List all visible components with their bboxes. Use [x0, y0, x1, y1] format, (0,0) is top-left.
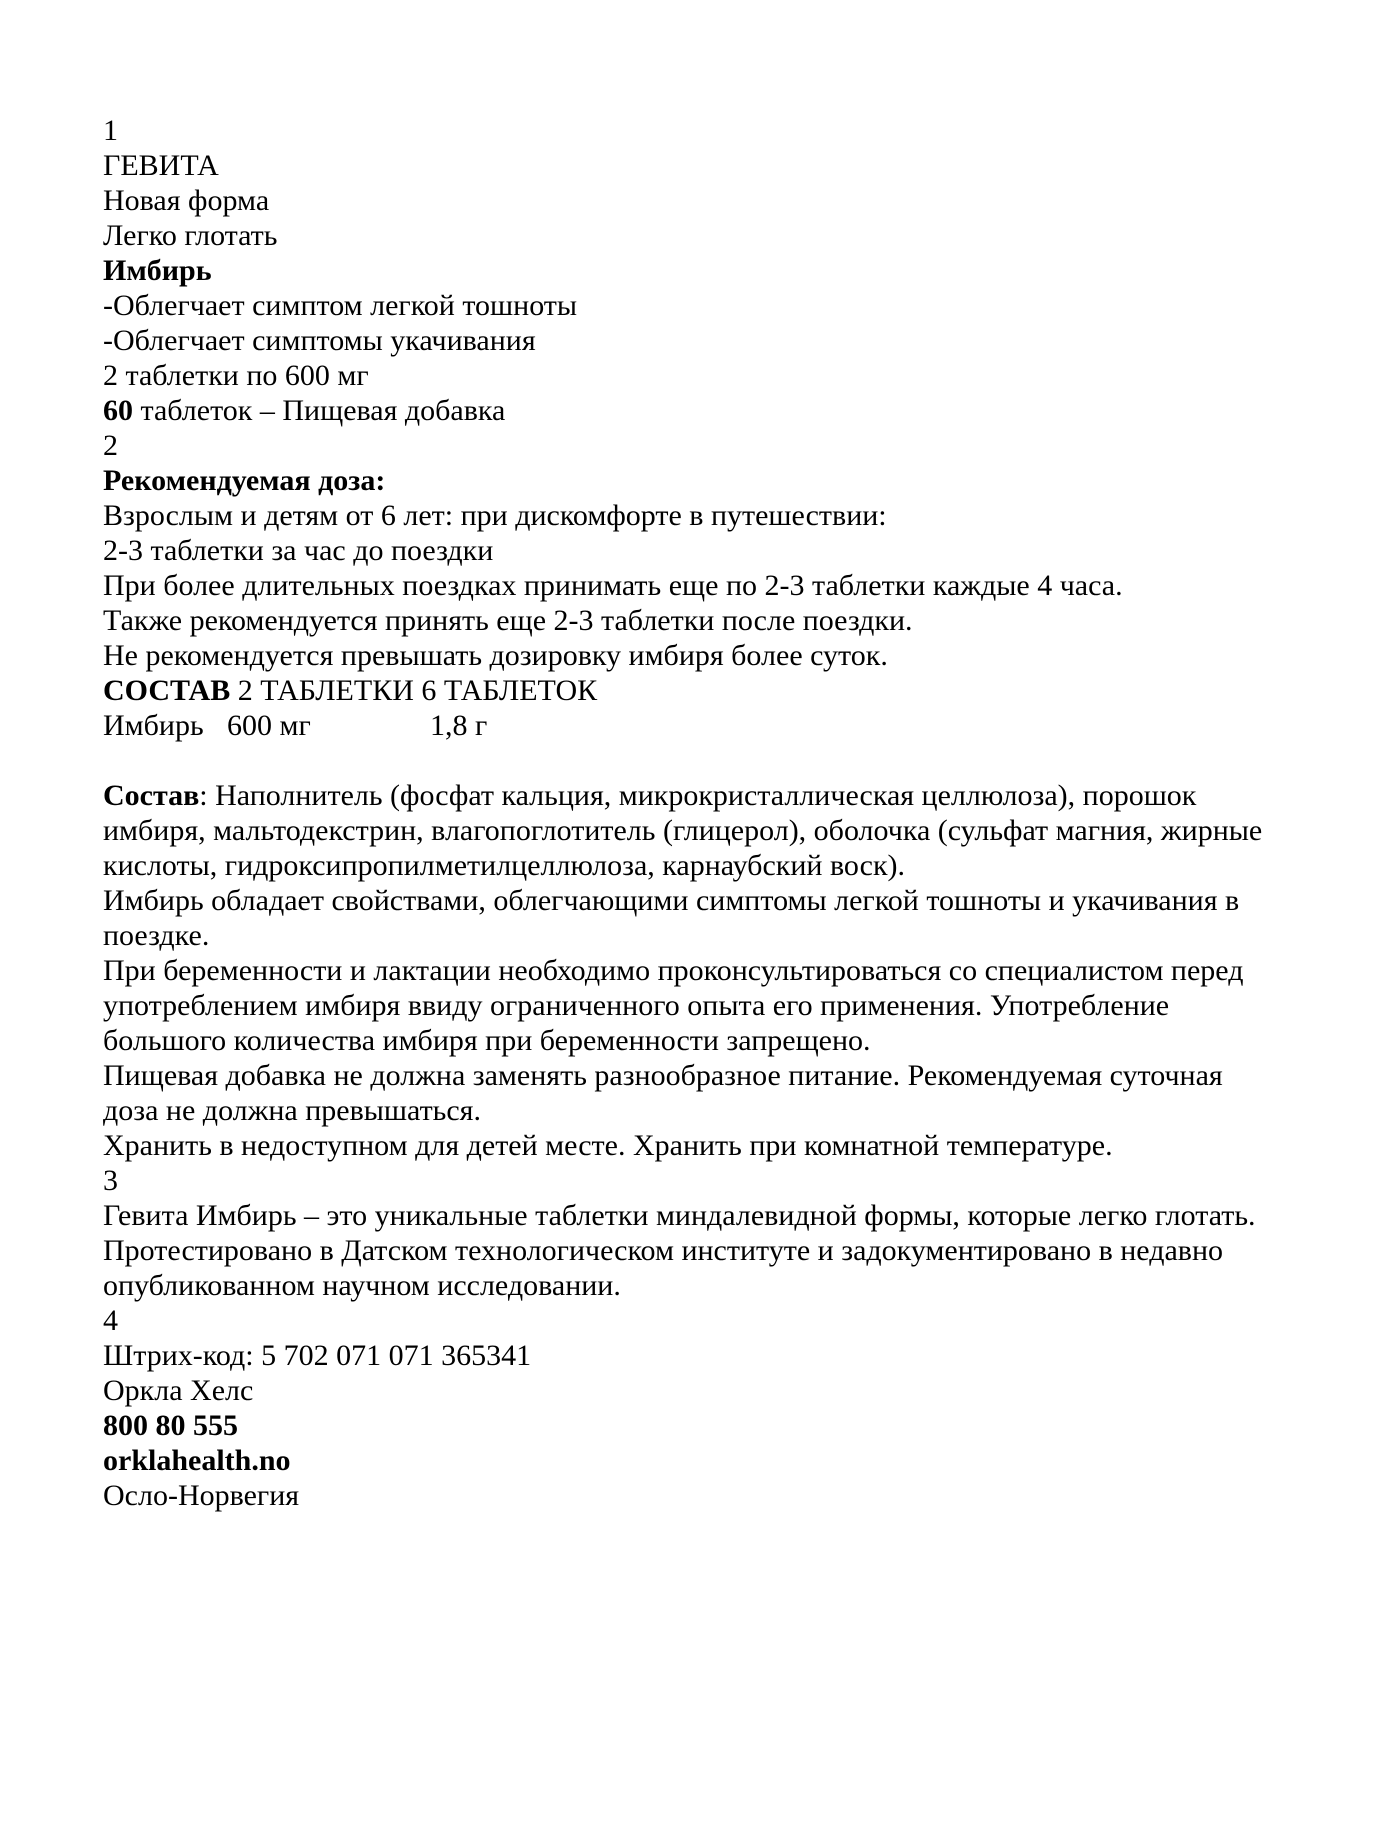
text-line: Гевита Имбирь – это уникальные таблетки миндалевидной формы, которые легко глотать.: [103, 1199, 1256, 1232]
text-line: 1: [103, 114, 118, 147]
text-line: употреблением имбиря ввиду ограниченного опыта его применения. Употребление: [103, 989, 1170, 1022]
text-line: Взрослым и детям от 6 лет: при дискомфорте в путешествии:: [103, 499, 887, 532]
table-cell: Имбирь: [103, 709, 204, 742]
text-line: доза не должна превышаться.: [103, 1094, 481, 1127]
text-line: При беременности и лактации необходимо проконсультироваться со специалистом перед: [103, 954, 1244, 987]
text-line: Хранить в недоступном для детей месте. Хранить при комнатной температуре.: [103, 1129, 1113, 1162]
text-line: Легко глотать: [103, 219, 278, 252]
bold-text: 60: [103, 394, 133, 427]
text-line: 2 таблетки по 600 мг: [103, 359, 369, 392]
text-line: большого количества имбиря при беременности запрещено.: [103, 1024, 871, 1057]
text-span: 2 ТАБЛЕТКИ 6 ТАБЛЕТОК: [230, 674, 598, 707]
text-line: -Облегчает симптомы укачивания: [103, 324, 536, 357]
text-line: Оркла Хелс: [103, 1374, 254, 1407]
text-line: Протестировано в Датском технологическом институте и задокументировано в недавно: [103, 1234, 1224, 1267]
text-line: При более длительных поездках принимать еще по 2-3 таблетки каждые 4 часа.: [103, 569, 1123, 602]
text-line: Новая форма: [103, 184, 270, 217]
text-line: имбиря, мальтодекстрин, влагопоглотитель (глицерол), оболочка (сульфат магния, жирные: [103, 814, 1263, 847]
text-line: Осло-Норвегия: [103, 1479, 300, 1512]
text-line: Имбирь обладает свойствами, облегчающими симптомы легкой тошноты и укачивания в: [103, 884, 1240, 917]
text-line: 2-3 таблетки за час до поездки: [103, 534, 494, 567]
table-header-row: [103, 673, 1278, 708]
text-line: Также рекомендуется принять еще 2-3 таблетки после поездки.: [103, 604, 913, 637]
text-span: : Наполнитель (фосфат кальция, микрокристаллическая целлюлоза), порошок: [199, 779, 1197, 812]
text-line: 2: [103, 429, 118, 462]
document-content: [103, 113, 1278, 1513]
text-line: orklahealth.no: [103, 1444, 291, 1477]
text-line: Имбирь: [103, 254, 212, 287]
text-line: 3: [103, 1164, 118, 1197]
table-cell: 1,8 г: [430, 709, 488, 742]
text-line: ГЕВИТА: [103, 149, 219, 182]
text-line: [103, 778, 1278, 813]
table-cell: 600 мг: [227, 709, 311, 742]
text-line: Не рекомендуется превышать дозировку имбиря более суток.: [103, 639, 888, 672]
text-line: опубликованном научном исследовании.: [103, 1269, 621, 1302]
table-row: [103, 708, 1278, 743]
bold-text: Состав: [103, 779, 200, 812]
text-line: [103, 393, 1278, 428]
bold-text: СОСТАВ: [103, 674, 231, 707]
blank-line: [103, 743, 1278, 778]
text-span: таблеток – Пищевая добавка: [133, 394, 506, 427]
text-line: -Облегчает симптом легкой тошноты: [103, 289, 578, 322]
text-line: Рекомендуемая доза:: [103, 464, 386, 497]
text-line: 4: [103, 1304, 118, 1337]
text-line: поездке.: [103, 919, 210, 952]
text-line: кислоты, гидроксипропилметилцеллюлоза, карнаубский воск).: [103, 849, 906, 882]
text-line: 800 80 555: [103, 1409, 238, 1442]
text-line: Пищевая добавка не должна заменять разнообразное питание. Рекомендуемая суточная: [103, 1059, 1223, 1092]
text-line: Штрих-код: 5 702 071 071 365341: [103, 1339, 532, 1372]
